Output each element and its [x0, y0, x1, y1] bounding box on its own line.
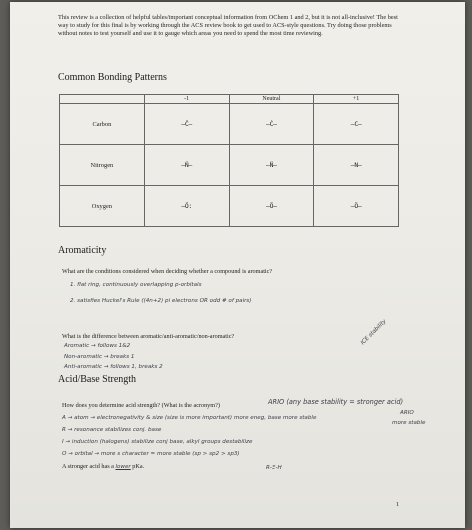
aromaticity-question-2: What is the difference between aromatic/anti-aromatic/non-aromatic? — [62, 333, 235, 340]
handwritten-answer: ARIO (any base stability = stronger acid) — [268, 398, 404, 406]
intro-paragraph: This review is a collection of helpful tables/important conceptual information from OChem 1 and 2, but it is not all-inclusive! The best way to study for this final is by working through the ACS review book to get used to ACS-style questions. Try doing those problems without notes to test yourself and use it to gauge which areas you need to spend the most time reviewing. — [58, 14, 398, 38]
document-page — [10, 2, 465, 528]
structure-cell: –Ö– — [229, 186, 314, 227]
acidbase-title: Acid/Base Strength — [58, 374, 137, 385]
corner-cell — [60, 95, 145, 104]
handwritten-scrawl: R-Ξ-H — [266, 465, 282, 471]
aromaticity-title: Aromaticity — [58, 245, 107, 256]
handwritten-answer: Anti-aromatic → follows 1, breaks 2 — [64, 364, 163, 370]
handwritten-answer: O → orbital → more s character = more stable (sp > sp2 > sp3) — [62, 451, 240, 457]
table-row-carbon — [60, 104, 399, 145]
table-row-nitrogen — [60, 145, 399, 186]
margin-note: ICE stability — [360, 318, 388, 347]
col-header: Neutral — [229, 95, 314, 104]
structure-cell: –N– — [314, 145, 399, 186]
handwritten-answer: A → atom → electronegativity & size (size is more important) more eneg, base more stable — [62, 415, 317, 421]
handwritten-answer: 1. flat ring, continuously overlapping p-orbitals — [70, 282, 202, 288]
bonding-table — [59, 94, 399, 227]
stronger-acid-prefix: A stronger acid has a — [62, 463, 114, 470]
structure-cell: –N̈– — [229, 145, 314, 186]
handwritten-answer: Non-aromatic → breaks 1 — [64, 354, 135, 360]
row-label: Carbon — [60, 104, 145, 145]
margin-note: ARIO — [400, 410, 414, 416]
structure-cell: –C̈– — [144, 104, 229, 145]
structure-cell: –C– — [314, 104, 399, 145]
stronger-acid-suffix: pKa. — [132, 463, 145, 470]
handwritten-answer: 2. satisfies Huckel's Rule ((4n+2) pi electrons OR odd # of pairs) — [70, 298, 252, 304]
page-number: 1 — [396, 502, 399, 508]
stronger-acid-line — [62, 463, 144, 470]
acidbase-question: How does you determine acid strength? (What is the acronym?) — [62, 402, 220, 409]
handwritten-answer: R → resonance stabilizes conj. base — [62, 427, 162, 433]
col-header: -1 — [144, 95, 229, 104]
bonding-header-row — [60, 95, 399, 104]
structure-cell: –Ö: — [144, 186, 229, 227]
table-row-oxygen — [60, 186, 399, 227]
stronger-acid-answer: lower — [115, 464, 131, 470]
aromaticity-question-1: What are the conditions considered when deciding whether a compound is aromatic? — [62, 268, 273, 275]
structure-cell: –N̈– — [144, 145, 229, 186]
handwritten-answer: I → induction (halogens) stabilize conj base, alkyl groups destabilize — [62, 439, 253, 445]
row-label: Nitrogen — [60, 145, 145, 186]
structure-cell: –Ċ– — [229, 104, 314, 145]
structure-cell: –Ö– — [314, 186, 399, 227]
col-header: +1 — [314, 95, 399, 104]
margin-note: more stable — [392, 420, 426, 426]
row-label: Oxygen — [60, 186, 145, 227]
bonding-title: Common Bonding Patterns — [58, 72, 167, 83]
handwritten-answer: Aromatic → follows 1&2 — [64, 343, 131, 349]
